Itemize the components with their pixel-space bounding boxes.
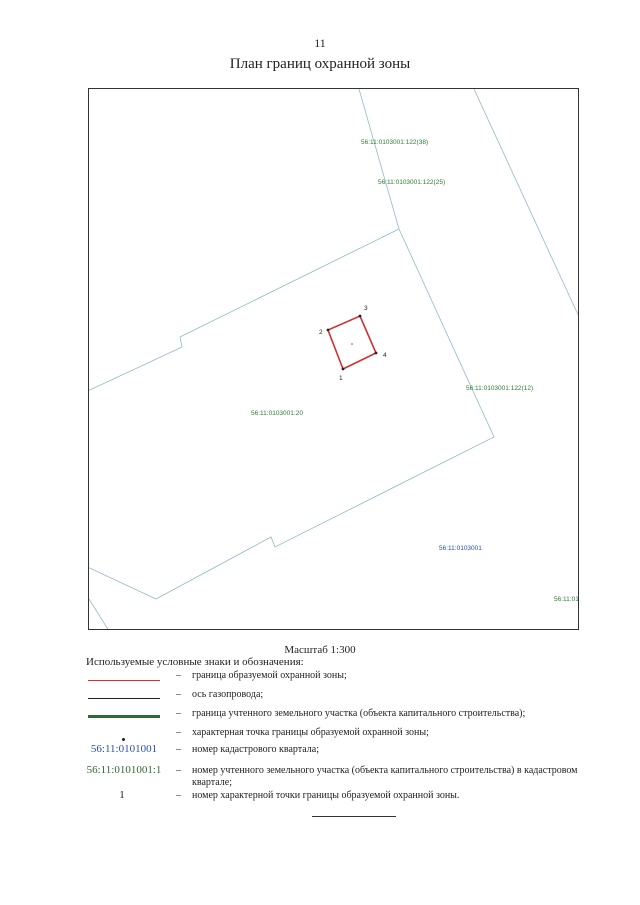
parcel-label-20: 56:11:0103001:20 — [251, 410, 303, 417]
legend-symbol-quarter-number — [86, 744, 162, 758]
parcel-boundary-left — [89, 599, 109, 630]
page-title: План границ охранной зоны — [229, 56, 411, 72]
parcel-boundary-122 — [474, 89, 579, 319]
parcel-label-122-38: 56:11:0103001:122(38) — [361, 139, 429, 146]
legend-text: номер кадастрового квартала; — [192, 744, 320, 755]
page-number: 11 — [314, 36, 326, 50]
legend-sample-quarter: 56:11:0101001 — [90, 743, 158, 755]
legend-dash: – — [176, 790, 181, 801]
zone-point-3 — [359, 315, 362, 318]
legend-dash: – — [176, 727, 181, 738]
legend-symbol-green-thick-line — [86, 708, 162, 722]
zone-point-label-4: 4 — [383, 352, 387, 359]
parcel-boundary-122-b — [359, 89, 399, 229]
zone-point-1 — [342, 368, 345, 371]
zone-point-label-3: 3 — [364, 305, 368, 312]
legend-sample-point-number: 1 — [119, 789, 125, 801]
legend-text: номер учтенного земельного участка (объекта капитального строительства) в кадастровом квартале; — [192, 765, 578, 788]
legend-text: ось газопровода; — [192, 689, 264, 700]
parcel-label-cut: 56:11:01 — [554, 596, 579, 603]
parcel-label-122-12: 56:11:0103001:122(12) — [466, 385, 534, 392]
map-frame — [88, 88, 579, 630]
legend-text: граница учтенного земельного участка (объекта капитального строительства); — [192, 708, 526, 719]
legend-text: номер характерной точки границы образуемой охранной зоны. — [192, 790, 460, 801]
legend-symbol-point-number — [86, 790, 162, 804]
zone-center-dot — [351, 343, 353, 345]
legend-dash: – — [176, 744, 181, 755]
zone-point-4 — [375, 352, 378, 355]
guarded-zone-boundary — [328, 316, 376, 369]
legend-title: Используемые условные знаки и обозначения: — [86, 656, 304, 668]
legend-text: граница образуемой охранной зоны; — [192, 670, 347, 681]
legend-symbol-parcel-number — [86, 765, 162, 779]
legend-symbol-black-line — [86, 689, 162, 703]
zone-point-2 — [327, 329, 330, 332]
legend-dash: – — [176, 765, 181, 776]
legend-symbol-red-line — [86, 670, 162, 684]
legend-dash: – — [176, 689, 181, 700]
legend-text: характерная точка границы образуемой охранной зоны; — [192, 727, 429, 738]
quarter-label: 56:11:0103001 — [439, 545, 482, 552]
legend-dash: – — [176, 670, 181, 681]
zone-point-label-1: 1 — [339, 375, 343, 382]
map-canvas — [89, 89, 579, 630]
zone-point-label-2: 2 — [319, 329, 323, 336]
legend-symbol-point-dot — [86, 727, 162, 741]
bottom-rule — [312, 816, 396, 817]
legend-sample-parcel: 56:11:0101001:1 — [86, 764, 162, 776]
parcel-label-122-25: 56:11:0103001:122(25) — [378, 179, 446, 186]
legend-dash: – — [176, 708, 181, 719]
map-scale: Масштаб 1:300 — [284, 644, 356, 656]
